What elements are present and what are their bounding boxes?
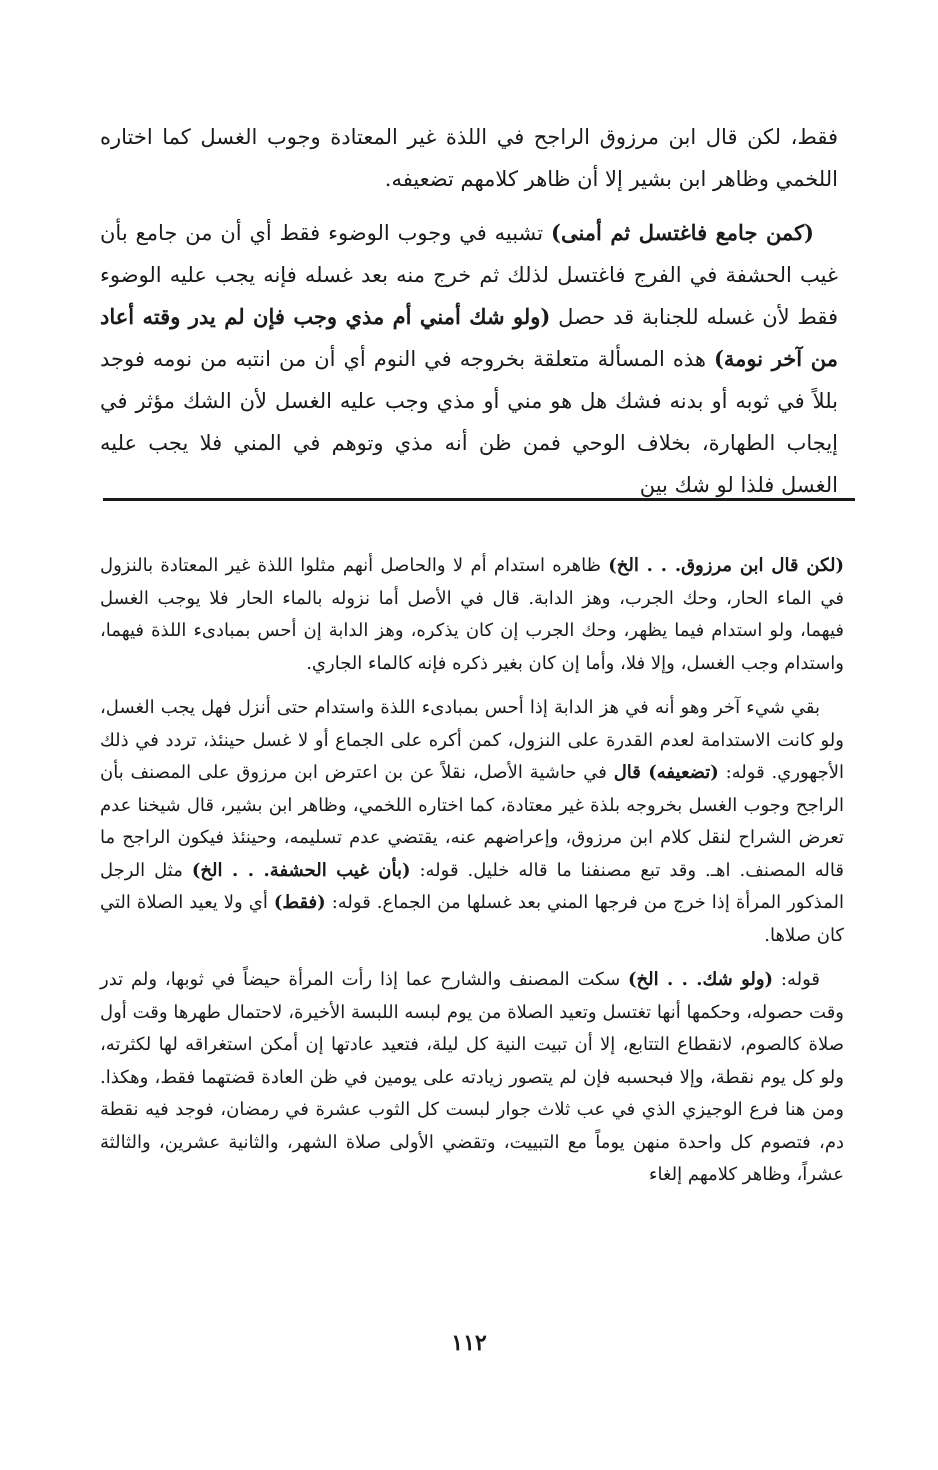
- bold-lemma: (لكن قال ابن مرزوق. . . الخ): [608, 555, 845, 576]
- page-number: ١١٢: [451, 1330, 487, 1356]
- bold-matn: (كمن جامع فاغتسل ثم أمنى): [551, 220, 814, 245]
- footnote-paragraph: قوله: (ولو شك. . . الخ) سكت المصنف والشارح عما إذا رأت المرأة حيضاً في ثوبها، ولم تدر وقت حصوله، وحكمها أنها تغتسل وتعيد الصلاة من يوم لبسه اللبسة الأخيرة، لاحتمال طهرها وقت أول صلاة كالصوم، لانقطاع التتابع، إلا أن تبيت النية كل ليلة، فتعيد عادتها إن أمكن استغراقه لها لكثرته، ولو كل يوم نقطة، وإلا فبحسبه فإن لم يتصور زيادته على يومين في ظن العادة قضتهما فقط، وهكذا. ومن هنا فرع الوجيزي الذي في عب ثلاث جوار لبست كل الثوب عشرة في رمضان، فوجد فيه نقطة دم، فتصوم كل واحدة منهن يوماً مع التبييت، وتقضي الأولى صلاة الشهر، والثانية عشرين، والثالثة عشراً، وظاهر كلامهم إلغاء: [100, 969, 844, 1185]
- main-paragraph: فقط، لكن قال ابن مرزوق الراجح في اللذة غير المعتادة وجوب الغسل كما اختاره اللخمي وظاهر ابن بشير إلا أن ظاهر كلامهم تضعيفه.: [100, 125, 838, 191]
- main-paragraph: (كمن جامع فاغتسل ثم أمنى) تشبيه في وجوب الوضوء فقط أي أن من جامع بأن غيب الحشفة في الفرج فاغتسل لذلك ثم خرج منه بعد غسله فإنه يجب عليه الوضوء فقط لأن غسله للجنابة قد حصل (ولو شك أمني أم مذي وجب فإن لم يدر وقته أعاد من آخر نومة) هذه المسألة متعلقة بخروجه في النوم أي أن من انتبه من نومه فوجد بللاً في ثوبه أو بدنه فشك هل هو مني أو مذي وجب عليه الغسل لأن الشك مؤثر في إيجاب الطهارة، بخلاف الوحي فمن ظن أنه مذي وتوهم في المني فلا يجب عليه الغسل فلذا لو شك بين: [100, 220, 839, 497]
- footnote-paragraph: (لكن قال ابن مرزوق. . . الخ) ظاهره استدام أم لا والحاصل أنهم مثلوا اللذة غير المعتادة بالنزول في الماء الحار، وحك الجرب، وهز الدابة. قال في الأصل أما نزوله بالماء الحار فلا يوجب الغسل فيهما، ولو استدام فيما يظهر، وحك الجرب إن كان يذكره، وهز الدابة إن أحس بمبادىء اللذة فيهما، واستدام وجب الغسل، وإلا فلا، وأما إن كان بغير ذكره فإنه كالماء الجاري.: [100, 555, 845, 674]
- bold-lemma: (تضعيفه) قال: [613, 762, 719, 783]
- footnote-separator: [103, 498, 855, 501]
- bold-lemma: (فقط): [273, 892, 326, 913]
- bold-lemma: (بأن غيب الحشفة. . . الخ): [191, 859, 411, 881]
- bold-lemma: (ولو شك. . . الخ): [628, 969, 774, 990]
- footnotes: [100, 550, 844, 1192]
- main-text: [100, 116, 838, 506]
- footnote-paragraph: بقي شيء آخر وهو أنه في هز الدابة إذا أحس بمبادىء اللذة واستدام حتى أنزل فهل يجب الغسل، ولو كانت الاستدامة لعدم القدرة على النزول، كمن أكره على الجماع أو لا غسل حينئذ، تردد في ذلك الأجهوري. قوله: (تضعيفه) قال في حاشية الأصل، نقلاً عن بن اعترض ابن مرزوق على المصنف بأن الراجح وجوب الغسل بخروجه بلذة غير معتادة، كما اختاره اللخمي، وظاهر ابن بشير، قال شيخنا عدم تعرض الشراح لنقل كلام ابن مرزوق، وإعراضهم عنه، يقتضي عدم تسليمه، وحينئذ فيكون الراجح ما قاله المصنف. اهـ. وقد تبع مصنفنا ما قاله خليل. قوله: (بأن غيب الحشفة. . . الخ) مثل الرجل المذكور المرأة إذا خرج من فرجها المني بعد غسلها من الجماع. قوله: (فقط) أي ولا يعيد الصلاة التي كان صلاها.: [100, 697, 845, 946]
- bold-matn: (ولو شك أمني أم مذي وجب فإن لم يدر وقته أعاد من آخر نومة): [100, 304, 838, 371]
